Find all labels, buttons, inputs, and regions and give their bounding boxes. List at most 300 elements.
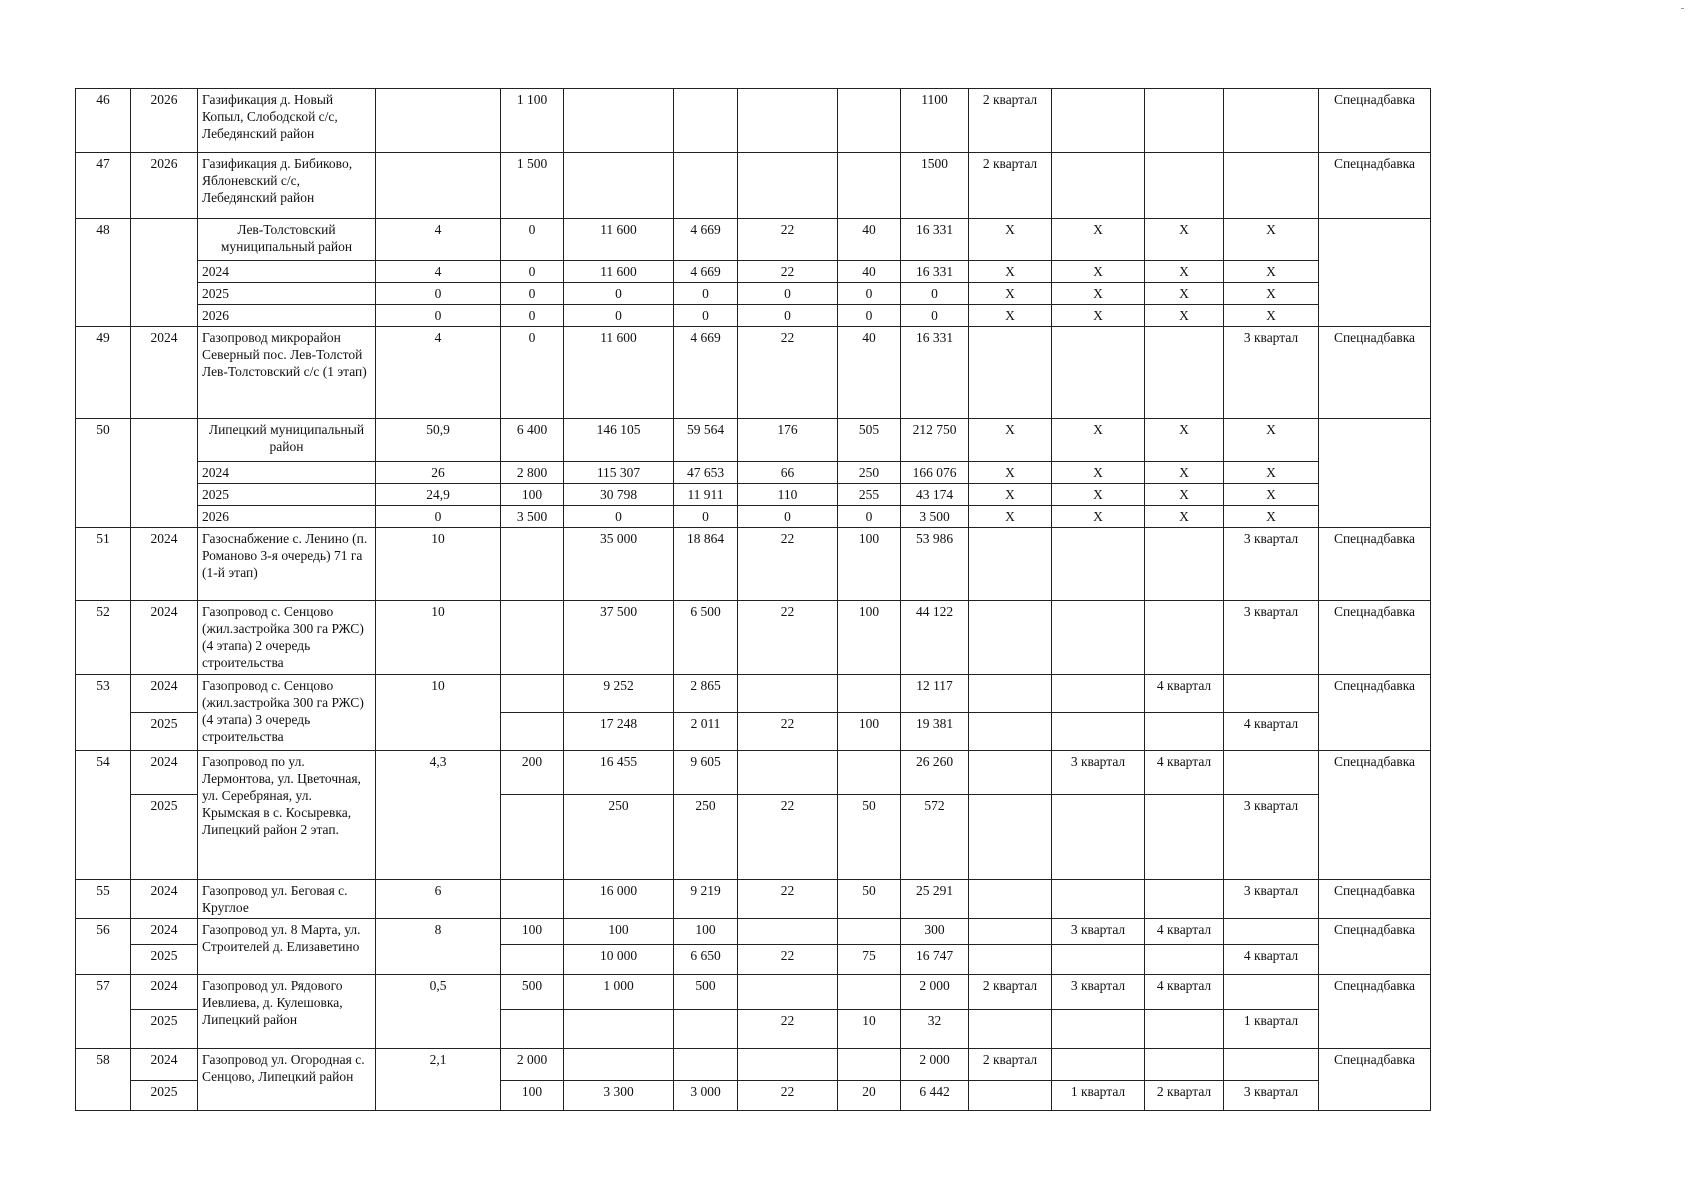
cell-materials: 0	[674, 506, 738, 528]
cell-q4: 3 квартал	[1224, 880, 1319, 919]
row-year: 2025	[131, 1010, 198, 1049]
cell-design: 0	[501, 327, 564, 419]
row-year: 2026	[131, 89, 198, 153]
row-year: 2024	[131, 751, 198, 795]
cell-source: Спецнадбавка	[1319, 1049, 1431, 1111]
row-year: 2026	[131, 153, 198, 219]
row-number: 49	[76, 327, 131, 419]
table-row	[76, 880, 1431, 919]
cell-c6: 255	[838, 484, 901, 506]
cell-design	[501, 880, 564, 919]
table-row	[76, 484, 1431, 506]
cell-design	[501, 601, 564, 675]
cell-materials	[674, 89, 738, 153]
table-row	[76, 975, 1431, 1010]
cell-length: 50,9	[376, 419, 501, 462]
cell-q4: X	[1224, 261, 1319, 283]
cell-length	[376, 153, 501, 219]
cell-c5	[738, 1049, 838, 1081]
row-year	[131, 219, 198, 327]
cell-q4: 3 квартал	[1224, 601, 1319, 675]
cell-q2	[1052, 945, 1145, 975]
cell-total: 2 000	[901, 975, 969, 1010]
object-name: Газопровод по ул. Лермонтова, ул. Цветочная, ул. Серебряная, ул. Крымская в с. Косыревка, Липецкий район 2 этап.	[198, 751, 376, 880]
cell-q3	[1145, 945, 1224, 975]
cell-q4: X	[1224, 305, 1319, 327]
cell-design: 0	[501, 261, 564, 283]
cell-length: 10	[376, 601, 501, 675]
table-row	[76, 153, 1431, 219]
cell-source: Спецнадбавка	[1319, 327, 1431, 419]
sub-year: 2025	[198, 484, 376, 506]
cell-length: 4	[376, 261, 501, 283]
table-row	[76, 751, 1431, 795]
cell-total: 19 381	[901, 713, 969, 751]
cell-q2: 3 квартал	[1052, 975, 1145, 1010]
cell-construction: 1 000	[564, 975, 674, 1010]
cell-q2	[1052, 528, 1145, 601]
cell-c6: 0	[838, 283, 901, 305]
object-name: Газопровод ул. 8 Марта, ул. Строителей д. Елизаветино	[198, 919, 376, 975]
object-name: Газификация д. Бибиково, Яблоневский с/с, Лебедянский район	[198, 153, 376, 219]
cell-total: 44 122	[901, 601, 969, 675]
cell-q3	[1145, 880, 1224, 919]
cell-q4: X	[1224, 484, 1319, 506]
cell-materials: 100	[674, 919, 738, 945]
cell-q3: X	[1145, 305, 1224, 327]
cell-q1	[969, 945, 1052, 975]
cell-q1: X	[969, 462, 1052, 484]
cell-c6	[838, 751, 901, 795]
cell-construction: 17 248	[564, 713, 674, 751]
cell-q1	[969, 795, 1052, 880]
district-name: Лев-Толстовский муниципальный район	[198, 219, 376, 261]
table-row	[76, 305, 1431, 327]
cell-q2: X	[1052, 219, 1145, 261]
cell-source: Спецнадбавка	[1319, 751, 1431, 880]
cell-source: Спецнадбавка	[1319, 153, 1431, 219]
table-row	[76, 419, 1431, 462]
row-number: 54	[76, 751, 131, 880]
cell-total: 0	[901, 283, 969, 305]
row-number: 50	[76, 419, 131, 528]
table-row	[76, 528, 1431, 601]
cell-total: 6 442	[901, 1081, 969, 1111]
cell-q4	[1224, 675, 1319, 713]
cell-q4: 4 квартал	[1224, 713, 1319, 751]
cell-q1	[969, 1081, 1052, 1111]
cell-total: 16 331	[901, 219, 969, 261]
cell-q2: X	[1052, 261, 1145, 283]
cell-q2	[1052, 89, 1145, 153]
row-number: 55	[76, 880, 131, 919]
cell-q4	[1224, 975, 1319, 1010]
cell-q4: X	[1224, 219, 1319, 261]
table-row	[76, 1049, 1431, 1081]
cell-construction: 0	[564, 305, 674, 327]
cell-total: 0	[901, 305, 969, 327]
cell-c6: 250	[838, 462, 901, 484]
cell-q3	[1145, 89, 1224, 153]
cell-q1: X	[969, 484, 1052, 506]
cell-construction: 0	[564, 283, 674, 305]
row-year: 2024	[131, 975, 198, 1010]
cell-construction	[564, 153, 674, 219]
cell-c5	[738, 89, 838, 153]
object-name: Газоснабжение с. Ленино (п. Романово 3-я очередь) 71 га (1-й этап)	[198, 528, 376, 601]
cell-q3	[1145, 601, 1224, 675]
cell-q4: X	[1224, 462, 1319, 484]
cell-materials: 3 000	[674, 1081, 738, 1111]
cell-materials: 0	[674, 305, 738, 327]
cell-q3: 4 квартал	[1145, 751, 1224, 795]
cell-construction: 100	[564, 919, 674, 945]
cell-construction	[564, 89, 674, 153]
cell-source: Спецнадбавка	[1319, 975, 1431, 1049]
cell-total: 212 750	[901, 419, 969, 462]
cell-design: 6 400	[501, 419, 564, 462]
cell-c5	[738, 919, 838, 945]
cell-total: 16 331	[901, 261, 969, 283]
cell-q3: X	[1145, 283, 1224, 305]
cell-q4: 3 квартал	[1224, 1081, 1319, 1111]
cell-q1: X	[969, 219, 1052, 261]
cell-q1: X	[969, 506, 1052, 528]
cell-q2: 3 квартал	[1052, 919, 1145, 945]
cell-c5: 66	[738, 462, 838, 484]
cell-c6	[838, 675, 901, 713]
cell-design: 0	[501, 305, 564, 327]
cell-total: 2 000	[901, 1049, 969, 1081]
cell-q4: 4 квартал	[1224, 945, 1319, 975]
cell-design	[501, 795, 564, 880]
cell-c5: 0	[738, 283, 838, 305]
cell-total: 16 747	[901, 945, 969, 975]
cell-q3	[1145, 1010, 1224, 1049]
row-year: 2025	[131, 713, 198, 751]
cell-c6: 75	[838, 945, 901, 975]
cell-length: 0	[376, 506, 501, 528]
cell-c6: 100	[838, 601, 901, 675]
cell-c6: 100	[838, 528, 901, 601]
object-name: Газификация д. Новый Копыл, Слободской с/с, Лебедянский район	[198, 89, 376, 153]
cell-c6: 0	[838, 506, 901, 528]
cell-q4: 3 квартал	[1224, 795, 1319, 880]
cell-c5: 22	[738, 1081, 838, 1111]
cell-c6: 0	[838, 305, 901, 327]
cell-c5: 22	[738, 327, 838, 419]
cell-q2: X	[1052, 462, 1145, 484]
cell-materials: 11 911	[674, 484, 738, 506]
cell-q4	[1224, 919, 1319, 945]
cell-total: 572	[901, 795, 969, 880]
row-year: 2024	[131, 675, 198, 713]
scan-mark	[1681, 8, 1684, 9]
cell-q1: 2 квартал	[969, 153, 1052, 219]
cell-design: 2 800	[501, 462, 564, 484]
cell-q1: X	[969, 305, 1052, 327]
cell-q3	[1145, 528, 1224, 601]
cell-construction: 250	[564, 795, 674, 880]
cell-construction: 11 600	[564, 327, 674, 419]
cell-construction: 16 455	[564, 751, 674, 795]
cell-q2	[1052, 713, 1145, 751]
cell-q1: 2 квартал	[969, 1049, 1052, 1081]
cell-construction	[564, 1049, 674, 1081]
row-number: 51	[76, 528, 131, 601]
cell-q1: 2 квартал	[969, 975, 1052, 1010]
sub-year: 2024	[198, 462, 376, 484]
cell-q3: 2 квартал	[1145, 1081, 1224, 1111]
cell-c6	[838, 919, 901, 945]
gasification-table	[75, 88, 1431, 1111]
cell-design: 1 500	[501, 153, 564, 219]
cell-total: 1100	[901, 89, 969, 153]
cell-materials: 6 500	[674, 601, 738, 675]
cell-c6	[838, 975, 901, 1010]
sub-year: 2024	[198, 261, 376, 283]
table-row	[76, 219, 1431, 261]
table-row	[76, 506, 1431, 528]
cell-q3: X	[1145, 219, 1224, 261]
row-year: 2024	[131, 1049, 198, 1081]
cell-materials: 4 669	[674, 219, 738, 261]
cell-total: 3 500	[901, 506, 969, 528]
cell-q4	[1224, 153, 1319, 219]
district-name: Липецкий муниципальный район	[198, 419, 376, 462]
table-row	[76, 462, 1431, 484]
cell-length: 26	[376, 462, 501, 484]
cell-length: 0	[376, 283, 501, 305]
cell-materials	[674, 1049, 738, 1081]
cell-materials: 9 605	[674, 751, 738, 795]
cell-construction: 9 252	[564, 675, 674, 713]
cell-design	[501, 675, 564, 713]
cell-materials	[674, 153, 738, 219]
cell-q2	[1052, 601, 1145, 675]
cell-c5: 22	[738, 713, 838, 751]
cell-c5: 22	[738, 1010, 838, 1049]
cell-c6: 40	[838, 261, 901, 283]
cell-materials: 0	[674, 283, 738, 305]
cell-q1: X	[969, 261, 1052, 283]
row-year: 2025	[131, 1081, 198, 1111]
cell-length: 4	[376, 327, 501, 419]
object-name: Газопровод с. Сенцово (жил.застройка 300 га РЖС) (4 этапа) 2 очередь строительства	[198, 601, 376, 675]
cell-q2: X	[1052, 283, 1145, 305]
cell-materials: 18 864	[674, 528, 738, 601]
row-number: 52	[76, 601, 131, 675]
cell-q4: 3 квартал	[1224, 528, 1319, 601]
cell-q3	[1145, 327, 1224, 419]
cell-materials: 9 219	[674, 880, 738, 919]
cell-construction: 30 798	[564, 484, 674, 506]
cell-source	[1319, 219, 1431, 327]
cell-c6: 10	[838, 1010, 901, 1049]
table-row	[76, 261, 1431, 283]
cell-length: 10	[376, 528, 501, 601]
row-year: 2025	[131, 795, 198, 880]
cell-materials: 59 564	[674, 419, 738, 462]
cell-c6: 40	[838, 219, 901, 261]
cell-c5: 22	[738, 219, 838, 261]
object-name: Газопровод ул. Огородная с. Сенцово, Липецкий район	[198, 1049, 376, 1111]
cell-q3	[1145, 153, 1224, 219]
cell-total: 16 331	[901, 327, 969, 419]
cell-design: 200	[501, 751, 564, 795]
cell-design	[501, 945, 564, 975]
cell-c6	[838, 89, 901, 153]
cell-length: 0,5	[376, 975, 501, 1049]
row-year: 2024	[131, 919, 198, 945]
cell-q2	[1052, 1010, 1145, 1049]
cell-source	[1319, 419, 1431, 528]
cell-design: 100	[501, 919, 564, 945]
cell-total: 43 174	[901, 484, 969, 506]
cell-c5: 22	[738, 601, 838, 675]
cell-construction	[564, 1010, 674, 1049]
cell-q1: X	[969, 283, 1052, 305]
cell-q2: 1 квартал	[1052, 1081, 1145, 1111]
cell-source: Спецнадбавка	[1319, 528, 1431, 601]
cell-c6: 50	[838, 795, 901, 880]
cell-q2	[1052, 795, 1145, 880]
cell-c6: 50	[838, 880, 901, 919]
cell-q1	[969, 601, 1052, 675]
cell-q4	[1224, 89, 1319, 153]
cell-construction: 16 000	[564, 880, 674, 919]
cell-total: 166 076	[901, 462, 969, 484]
sub-year: 2026	[198, 305, 376, 327]
cell-q4: 3 квартал	[1224, 327, 1319, 419]
cell-design: 100	[501, 484, 564, 506]
cell-q3	[1145, 795, 1224, 880]
cell-c6	[838, 153, 901, 219]
object-name: Газопровод ул. Рядового Иевлиева, д. Кулешовка, Липецкий район	[198, 975, 376, 1049]
cell-c5: 22	[738, 528, 838, 601]
table-row	[76, 89, 1431, 153]
cell-total: 53 986	[901, 528, 969, 601]
cell-source: Спецнадбавка	[1319, 919, 1431, 975]
cell-q2: 3 квартал	[1052, 751, 1145, 795]
cell-q3	[1145, 1049, 1224, 1081]
cell-c5: 0	[738, 506, 838, 528]
cell-construction: 37 500	[564, 601, 674, 675]
cell-c6: 40	[838, 327, 901, 419]
table-row	[76, 919, 1431, 945]
cell-q1	[969, 880, 1052, 919]
cell-c6: 100	[838, 713, 901, 751]
cell-source: Спецнадбавка	[1319, 601, 1431, 675]
cell-design: 3 500	[501, 506, 564, 528]
cell-q3: 4 квартал	[1145, 975, 1224, 1010]
cell-source: Спецнадбавка	[1319, 89, 1431, 153]
cell-design: 500	[501, 975, 564, 1010]
cell-q4: X	[1224, 419, 1319, 462]
cell-c5	[738, 675, 838, 713]
cell-c5: 110	[738, 484, 838, 506]
cell-c5: 22	[738, 945, 838, 975]
cell-materials: 47 653	[674, 462, 738, 484]
cell-c5: 22	[738, 261, 838, 283]
cell-construction: 3 300	[564, 1081, 674, 1111]
cell-materials: 2 865	[674, 675, 738, 713]
cell-q4	[1224, 751, 1319, 795]
cell-length: 4	[376, 219, 501, 261]
cell-q2	[1052, 327, 1145, 419]
cell-materials: 6 650	[674, 945, 738, 975]
cell-materials: 2 011	[674, 713, 738, 751]
cell-q1	[969, 713, 1052, 751]
cell-source: Спецнадбавка	[1319, 880, 1431, 919]
cell-q1	[969, 919, 1052, 945]
cell-c5: 176	[738, 419, 838, 462]
cell-c5: 0	[738, 305, 838, 327]
cell-length: 24,9	[376, 484, 501, 506]
cell-total: 300	[901, 919, 969, 945]
cell-construction: 10 000	[564, 945, 674, 975]
cell-construction: 11 600	[564, 261, 674, 283]
table-row	[76, 283, 1431, 305]
cell-length: 10	[376, 675, 501, 751]
row-year	[131, 419, 198, 528]
cell-design: 2 000	[501, 1049, 564, 1081]
cell-q3: X	[1145, 484, 1224, 506]
cell-q2: X	[1052, 305, 1145, 327]
cell-q2: X	[1052, 484, 1145, 506]
cell-construction: 146 105	[564, 419, 674, 462]
cell-length	[376, 89, 501, 153]
row-number: 48	[76, 219, 131, 327]
row-number: 46	[76, 89, 131, 153]
cell-c6: 505	[838, 419, 901, 462]
cell-design: 0	[501, 283, 564, 305]
row-number: 56	[76, 919, 131, 975]
cell-q1	[969, 751, 1052, 795]
cell-materials	[674, 1010, 738, 1049]
row-year: 2024	[131, 327, 198, 419]
cell-materials: 250	[674, 795, 738, 880]
cell-q4: X	[1224, 506, 1319, 528]
cell-q2: X	[1052, 419, 1145, 462]
cell-materials: 4 669	[674, 261, 738, 283]
row-year: 2024	[131, 528, 198, 601]
cell-q1	[969, 528, 1052, 601]
object-name: Газопровод ул. Беговая с. Круглое	[198, 880, 376, 919]
cell-total: 1500	[901, 153, 969, 219]
cell-length: 6	[376, 880, 501, 919]
row-number: 58	[76, 1049, 131, 1111]
cell-construction: 11 600	[564, 219, 674, 261]
cell-q1: 2 квартал	[969, 89, 1052, 153]
sub-year: 2026	[198, 506, 376, 528]
cell-c5: 22	[738, 880, 838, 919]
cell-length: 0	[376, 305, 501, 327]
table-row	[76, 601, 1431, 675]
cell-design: 0	[501, 219, 564, 261]
cell-q3: X	[1145, 462, 1224, 484]
cell-q1: X	[969, 419, 1052, 462]
cell-q2: X	[1052, 506, 1145, 528]
cell-design: 100	[501, 1081, 564, 1111]
sub-year: 2025	[198, 283, 376, 305]
row-year: 2024	[131, 880, 198, 919]
cell-q3: 4 квартал	[1145, 919, 1224, 945]
row-number: 53	[76, 675, 131, 751]
row-year: 2025	[131, 945, 198, 975]
cell-q2	[1052, 153, 1145, 219]
cell-c5	[738, 153, 838, 219]
